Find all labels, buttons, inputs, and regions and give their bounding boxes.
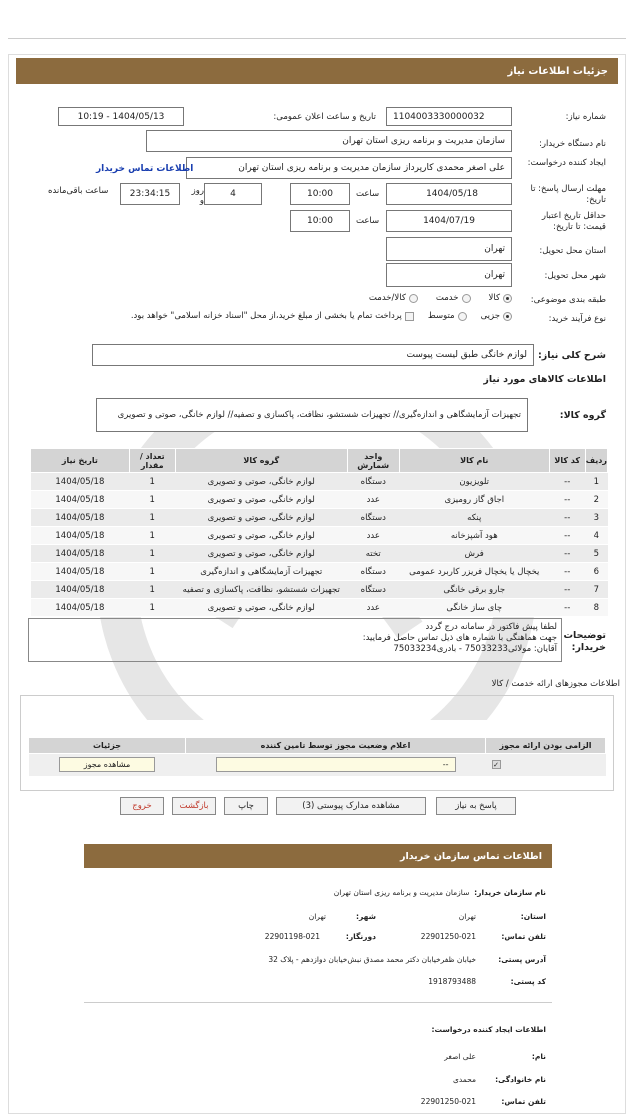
item-group-cell: لوازم خانگی، صوتی و تصویری xyxy=(175,509,347,527)
contact-info-link[interactable]: اطلاعات تماس خریدار xyxy=(96,164,194,174)
item-code-cell: -- xyxy=(549,563,585,581)
table-row xyxy=(31,491,608,509)
row-number-cell: 4 xyxy=(585,527,607,545)
table-row xyxy=(31,563,608,581)
col-group-header: گروه کالا xyxy=(175,449,347,473)
item-group-cell: لوازم خانگی، صوتی و تصویری xyxy=(175,599,347,617)
notes-line-3: آقایان: مولائی75033233 - بادری75033234 xyxy=(393,644,557,654)
process-minor-radio[interactable]: جزیی xyxy=(481,311,512,321)
category-service-radio[interactable]: خدمت xyxy=(436,293,471,303)
province-field: تهران xyxy=(386,237,512,261)
page-title: جزئیات اطلاعات نیاز xyxy=(507,65,608,77)
creator-field: علی اصغر محمدی کارپرداز سازمان مدیریت و برنامه ریزی استان تهران xyxy=(186,157,512,179)
creator-family-row: نام خانوادگی: محمدی xyxy=(452,1075,546,1084)
creator-name-row: نام: علی اصغر xyxy=(444,1052,546,1061)
deadline-date-field: 1404/05/18 xyxy=(386,183,512,205)
creator-label: ایجاد کننده درخواست: xyxy=(527,158,606,168)
item-name-cell: پنکه xyxy=(399,509,549,527)
item-unit-cell: دستگاه xyxy=(347,473,399,491)
notes-line-1: لطفا پیش فاکتور در سامانه درج گردد xyxy=(425,622,557,632)
item-qty-cell: 1 xyxy=(129,599,175,617)
item-code-cell: -- xyxy=(549,581,585,599)
contact-postal-row: کد پستی: 1918793488 xyxy=(428,977,546,986)
buyer-field: سازمان مدیریت و برنامه ریزی استان تهران xyxy=(146,130,512,152)
item-qty-cell: 1 xyxy=(129,563,175,581)
creator-info-title: اطلاعات ایجاد کننده درخواست: xyxy=(431,1025,546,1034)
item-qty-cell: 1 xyxy=(129,473,175,491)
contact-province-row: استان: تهران شهر: تهران xyxy=(308,912,546,921)
announce-field: 1404/05/13 - 10:19 xyxy=(58,107,184,126)
process-row xyxy=(40,311,512,321)
permits-table xyxy=(28,737,606,776)
col-qty-header: تعداد / مقدار xyxy=(129,449,175,473)
city-label: شهر محل تحویل: xyxy=(544,271,606,281)
row-number-cell: 6 xyxy=(585,563,607,581)
item-date-cell: 1404/05/18 xyxy=(31,563,130,581)
col-date-header: تاریخ نیاز xyxy=(31,449,130,473)
item-qty-cell: 1 xyxy=(129,527,175,545)
contact-title: اطلاعات تماس سازمان خریدار xyxy=(399,850,542,862)
table-row xyxy=(31,581,608,599)
table-row xyxy=(31,545,608,563)
item-date-cell: 1404/05/18 xyxy=(31,545,130,563)
table-row xyxy=(31,599,608,617)
item-code-cell: -- xyxy=(549,491,585,509)
row-number-cell: 1 xyxy=(585,473,607,491)
radio-dot-icon xyxy=(503,294,512,303)
process-medium-radio[interactable]: متوسط xyxy=(428,311,467,321)
validity-date-field: 1404/07/19 xyxy=(386,210,512,232)
category-both-radio[interactable]: کالا/خدمت xyxy=(369,293,418,303)
validity-time-word: ساعت xyxy=(356,216,380,226)
remaining-field: 23:34:15 xyxy=(120,183,180,205)
contact-org-row: نام سازمان خریدار: سازمان مدیریت و برنامه ریزی استان تهران xyxy=(333,888,546,897)
buyer-notes-box xyxy=(28,618,562,662)
item-name-cell: چای ساز خانگی xyxy=(399,599,549,617)
item-unit-cell: عدد xyxy=(347,491,399,509)
permit-required-header: الزامی بودن ارائه مجوز xyxy=(486,738,606,754)
reply-button[interactable]: پاسخ به نیاز xyxy=(436,797,516,815)
contact-phone-row: تلفن تماس: 22901250-021 دورنگار: 22901198-021 xyxy=(264,932,546,941)
item-code-cell: -- xyxy=(549,599,585,617)
item-name-cell: فرش xyxy=(399,545,549,563)
row-number-cell: 8 xyxy=(585,599,607,617)
item-group-cell: تجهیزات شستشو، نظافت، پاکسازی و تصفیه xyxy=(175,581,347,599)
notes-line-2: جهت هماهنگی با شماره های ذیل تماس حاصل فرمایید: xyxy=(362,633,557,643)
item-unit-cell: دستگاه xyxy=(347,581,399,599)
item-unit-cell: تخته xyxy=(347,545,399,563)
item-name-cell: هود آشپزخانه xyxy=(399,527,549,545)
item-date-cell: 1404/05/18 xyxy=(31,581,130,599)
deadline-time-word: ساعت xyxy=(356,189,380,199)
item-group-cell: لوازم خانگی، صوتی و تصویری xyxy=(175,527,347,545)
permit-required-cell xyxy=(486,754,606,776)
item-code-cell: -- xyxy=(549,473,585,491)
item-group-cell: لوازم خانگی، صوتی و تصویری xyxy=(175,491,347,509)
col-name-header: نام کالا xyxy=(399,449,549,473)
col-code-header: کد کالا xyxy=(549,449,585,473)
item-qty-cell: 1 xyxy=(129,545,175,563)
item-qty-cell: 1 xyxy=(129,509,175,527)
item-code-cell: -- xyxy=(549,545,585,563)
table-row xyxy=(31,473,608,491)
permit-status-input[interactable]: -- xyxy=(216,757,456,772)
radio-dot-icon xyxy=(503,312,512,321)
days-word: روز و xyxy=(191,186,204,206)
item-qty-cell: 1 xyxy=(129,581,175,599)
validity-label: حداقل تاریخ اعتبار قیمت: تا تاریخ: xyxy=(541,211,606,232)
province-label: استان محل تحویل: xyxy=(539,246,606,256)
need-number-field: 1104003330000032 xyxy=(386,107,512,126)
permits-title: اطلاعات مجوزهای ارائه خدمت / کالا xyxy=(491,679,620,689)
announce-label: تاریخ و ساعت اعلان عمومی: xyxy=(273,112,376,122)
item-unit-cell: عدد xyxy=(347,599,399,617)
item-group-cell: تجهیزات آزمایشگاهی و اندازه‌گیری xyxy=(175,563,347,581)
col-row-header: ردیف xyxy=(585,449,607,473)
item-code-cell: -- xyxy=(549,527,585,545)
item-name-cell: جارو برقی خانگی xyxy=(399,581,549,599)
item-unit-cell: دستگاه xyxy=(347,563,399,581)
item-name-cell: تلویزیون xyxy=(399,473,549,491)
table-row xyxy=(31,527,608,545)
item-unit-cell: دستگاه xyxy=(347,509,399,527)
item-date-cell: 1404/05/18 xyxy=(31,473,130,491)
notes-label: توضیحات خریدار: xyxy=(563,630,606,653)
row-number-cell: 3 xyxy=(585,509,607,527)
item-date-cell: 1404/05/18 xyxy=(31,491,130,509)
category-goods-radio[interactable]: کالا xyxy=(489,293,512,303)
item-name-cell: اجاق گاز رومیزی xyxy=(399,491,549,509)
process-label: نوع فرآیند خرید: xyxy=(548,314,606,324)
radio-dot-icon xyxy=(462,294,471,303)
item-code-cell: -- xyxy=(549,509,585,527)
group-field: تجهیزات آزمایشگاهی و اندازه‌گیری// تجهیزات شستشو، نظافت، پاکسازی و تصفیه// لوازم خانگی، صوتی و تصویری xyxy=(96,398,528,432)
category-label: طبقه بندی موضوعی: xyxy=(530,295,606,305)
top-divider xyxy=(8,38,626,39)
row-number-cell: 2 xyxy=(585,491,607,509)
view-permit-button[interactable]: مشاهده مجوز xyxy=(59,757,155,772)
item-unit-cell: عدد xyxy=(347,527,399,545)
permit-details-cell xyxy=(29,754,186,776)
row-number-cell: 7 xyxy=(585,581,607,599)
checkbox-icon xyxy=(405,312,414,321)
deadline-time-field: 10:00 xyxy=(290,183,350,205)
item-date-cell: 1404/05/18 xyxy=(31,509,130,527)
radio-dot-icon xyxy=(458,312,467,321)
goods-header: اطلاعات کالاهای مورد نیاز xyxy=(483,374,606,385)
need-number-label: شماره نیاز: xyxy=(565,112,606,122)
item-name-cell: یخچال یا یخچال فریزر کاربرد عمومی xyxy=(399,563,549,581)
page-header-bar xyxy=(16,58,618,84)
item-date-cell: 1404/05/18 xyxy=(31,599,130,617)
contact-address-row: آدرس پستی: خیابان ظفرخیابان دکتر محمد مصدق نبش‌خیابان دوازدهم - پلاک 32 xyxy=(268,955,546,964)
item-date-cell: 1404/05/18 xyxy=(31,527,130,545)
buyer-label: نام دستگاه خریدار: xyxy=(539,139,606,149)
deadline-label: مهلت ارسال پاسخ: تا تاریخ: xyxy=(530,184,606,205)
permit-status-header: اعلام وضعیت مجوز توسط تامین کننده xyxy=(186,738,486,754)
permit-details-header: جزئیات xyxy=(29,738,186,754)
item-group-cell: لوازم خانگی، صوتی و تصویری xyxy=(175,545,347,563)
group-label: گروه کالا: xyxy=(559,410,606,421)
col-unit-header: واحد شمارش xyxy=(347,449,399,473)
category-radio-group xyxy=(340,293,512,303)
treasury-checkbox[interactable]: پرداخت تمام یا بخشی از مبلغ خرید،از محل "اسناد خزانه اسلامی" خواهد بود. xyxy=(131,311,414,321)
creator-phone-row: تلفن تماس: 22901250-021 xyxy=(420,1097,546,1106)
item-qty-cell: 1 xyxy=(129,491,175,509)
remaining-word: ساعت باقی‌مانده xyxy=(48,186,109,196)
back-button[interactable]: بازگشت xyxy=(172,797,216,815)
view-attachments-button[interactable]: مشاهده مدارک پیوستی (3) xyxy=(276,797,426,815)
exit-button[interactable]: خروج xyxy=(120,797,164,815)
radio-dot-icon xyxy=(409,294,418,303)
row-number-cell: 5 xyxy=(585,545,607,563)
items-table xyxy=(30,448,608,617)
table-row xyxy=(31,509,608,527)
permit-status-cell xyxy=(186,754,486,776)
summary-field: لوازم خانگی طبق لیست پیوست xyxy=(92,344,534,366)
permit-required-checkbox[interactable]: ✓ xyxy=(493,761,499,770)
contact-divider xyxy=(84,1002,552,1003)
summary-label: شرح کلی نیاز: xyxy=(537,350,606,361)
days-field: 4 xyxy=(204,183,262,205)
contact-header-bar xyxy=(84,844,552,868)
validity-time-field: 10:00 xyxy=(290,210,350,232)
city-field: تهران xyxy=(386,263,512,287)
item-group-cell: لوازم خانگی، صوتی و تصویری xyxy=(175,473,347,491)
print-button[interactable]: چاپ xyxy=(224,797,268,815)
